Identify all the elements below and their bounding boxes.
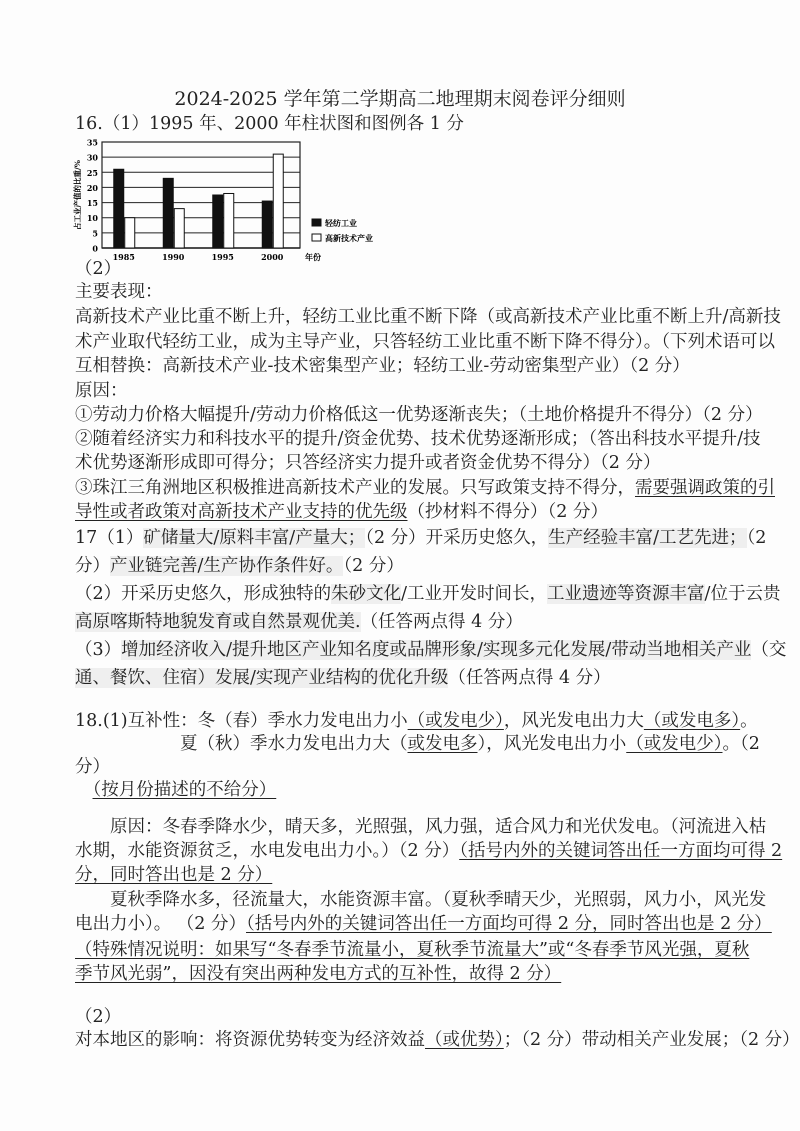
underlined-text: 分，同时答出也是 2 分） [75, 865, 273, 885]
text-line [75, 939, 749, 961]
text-segment: 术优势逐渐形成即可得分；只答经济实力提升或者资金优势不得分）（2 分） [75, 453, 661, 473]
text-line [75, 555, 404, 577]
bar-chart [70, 135, 400, 270]
x-tick-label: 1985 [112, 252, 135, 262]
x-tick-label: 1990 [162, 252, 185, 262]
y-tick-label: 10 [86, 213, 98, 224]
text-line [75, 889, 766, 911]
underlined-text: 或发电多 [407, 734, 478, 754]
text-segment: （任答两点得 4 分） [448, 668, 611, 688]
text-segment: /工业开发时间长， [401, 584, 548, 604]
x-axis-label: 年份 [305, 252, 321, 262]
text-segment: 主要表现： [75, 282, 163, 302]
text-segment: 原因：冬春季降水少，晴天多，光照强，风力强，适合风力和光伏发电。（河流进入枯 [75, 817, 767, 837]
text-segment: ），风光发电出力小 [477, 734, 627, 754]
text-segment: （2）开采历史悠久，形成独特的 [75, 584, 332, 604]
text-line [75, 1006, 121, 1028]
highlighted-text: 朱砂文化 [331, 584, 402, 604]
bar-light-textile [114, 169, 124, 248]
text-segment: （抄材料不得分）（2 分） [407, 502, 608, 522]
text-segment: ③珠江三角洲地区积极推进高新技术产业的发展。只写政策支持不得分， [75, 478, 635, 498]
y-tick-label: 30 [86, 152, 98, 163]
underlined-text: （按月份描述的不给分） [92, 780, 277, 800]
legend-swatch [312, 234, 321, 241]
text-segment: 电出力小）。 （2 分） [75, 914, 247, 934]
text-segment: 分） [75, 556, 110, 576]
highlighted-text: 矿储量大/原料丰富/产量大； [143, 528, 366, 548]
y-axis-label: 占工业产值的比重/% [73, 160, 82, 230]
text-segment: （2 [746, 528, 767, 548]
text-line [75, 404, 763, 426]
text-line [75, 281, 163, 303]
text-line [75, 501, 608, 523]
text-line [75, 816, 766, 838]
text-segment: 17（1） [75, 528, 144, 548]
text-segment: （2 分） [343, 556, 404, 576]
text-line [75, 611, 523, 633]
text-segment: 原因： [75, 381, 128, 401]
text-segment: 18.(1)互补性：冬（春）季水力发电出力小 [75, 711, 408, 731]
text-segment: 。 [740, 711, 758, 731]
text-segment: （2 分）开采历史悠久， [365, 528, 549, 548]
document-title: 2024-2025 学年第二学期高二地理期末阅卷评分细则 [174, 88, 626, 110]
text-segment: ，风光发电出力大 [503, 711, 644, 731]
bar-high-tech [125, 218, 135, 248]
y-tick-label: 15 [86, 198, 98, 209]
text-line [75, 733, 760, 755]
text-line [75, 527, 766, 549]
text-segment [75, 780, 93, 800]
underlined-text: 导性或者政策对高新技术产业支持的优先级 [75, 502, 408, 522]
bar-high-tech [174, 209, 184, 248]
y-tick-label: 35 [86, 137, 98, 148]
text-segment: 夏（秋）季水力发电出力大（ [75, 734, 408, 754]
y-tick-label: 5 [92, 228, 98, 239]
underlined-text: 季节风光弱”，因没有突出两种发电方式的互补性，故得 2 分） [75, 964, 562, 984]
text-line [75, 355, 690, 377]
text-line [75, 428, 761, 450]
highlighted-text: 产业链完善/生产协作条件好。 [110, 556, 344, 576]
bar-light-textile [262, 201, 272, 248]
bar-high-tech [273, 154, 283, 248]
bar-high-tech [224, 193, 234, 248]
bar-light-textile [163, 178, 173, 248]
underlined-text: （特殊情况说明：如果写“冬春季节流量小，夏秋季节流量大”或“冬春季节风光强，夏秋 [75, 940, 750, 960]
text-segment: 术产业取代轻纺工业，成为主导产业，只答轻纺工业比重不断下降不得分）。（下列术语可以 [75, 332, 775, 352]
highlighted-text: 通、餐饮、住宿）发展/实现产业结构的优化升级 [75, 668, 449, 688]
underlined-text: （或发电少） [407, 711, 504, 731]
text-segment: 夏秋季降水多，径流量大，水能资源丰富。（夏秋季晴天少，光照弱，风力小，风光发 [75, 890, 767, 910]
text-segment: ①劳动力价格大幅提升/劳动力价格低这一优势逐渐丧失；（土地价格提升不得分）（2 分） [75, 405, 763, 425]
text-line [75, 639, 786, 661]
text-line [75, 331, 775, 353]
text-segment: 分） [75, 757, 110, 777]
text-line [75, 667, 611, 689]
text-line [75, 113, 464, 135]
bar-light-textile [213, 195, 223, 248]
text-segment: （任答两点得 4 分） [360, 612, 523, 632]
legend-swatch [312, 219, 321, 226]
text-segment: （3） [75, 640, 122, 660]
highlighted-text: 高原喀斯特地貌发育或自然景观优美. [75, 612, 361, 632]
text-line [75, 779, 276, 801]
text-line [75, 452, 660, 474]
text-line [75, 1029, 800, 1051]
underlined-text: （或发电少） [626, 734, 723, 754]
legend-label: 轻纺工业 [325, 218, 357, 228]
y-tick-label: 0 [92, 243, 98, 254]
text-segment: （2） [75, 1007, 122, 1027]
text-line [75, 583, 780, 605]
text-line [75, 258, 121, 280]
text-segment: 互相替换：高新技术产业-技术密集型产业；轻纺工业-劳动密集型产业）（2 分） [75, 356, 690, 376]
text-segment: （2） [75, 259, 122, 279]
x-tick-label: 2000 [261, 252, 284, 262]
text-line [75, 756, 110, 778]
text-line [75, 710, 758, 732]
text-line [75, 380, 128, 402]
underlined-text: （括号内外的关键词答出任一方面均可得 2 分，同时答出也是 2 分） [246, 914, 772, 934]
text-segment: 高新技术产业比重不断上升，轻纺工业比重不断下降（或高新技术产业比重不断上升/高新技 [75, 307, 781, 327]
underlined-text: （括号内外的关键词答出任一方面均可得 2 [459, 841, 783, 861]
underlined-text: 需要强调政策的引 [635, 478, 775, 498]
text-line [75, 963, 561, 985]
highlighted-text: 工业遗迹等资源丰富 [547, 584, 705, 604]
text-segment: 16.（1）1995 年、2000 年柱状图和图例各 1 分 [75, 114, 464, 134]
underlined-text: （或优势） [425, 1030, 504, 1050]
text-segment: 水期，水能资源贫乏，水电发电出力小。）（2 分） [75, 841, 460, 861]
text-segment: （交 [751, 640, 787, 660]
highlighted-text: 生产经验丰富/工艺先进； [548, 528, 747, 548]
underlined-text: （或发电多） [643, 711, 741, 731]
highlighted-text: 增加经济收入/提升地区产业知名度或品牌形象/实现多元化发展/带动当地相关产业 [121, 640, 752, 660]
text-segment: ②随着经济实力和科技水平的提升/资金优势、技术优势逐渐形成；（答出科技水平提升/技 [75, 429, 761, 449]
text-line [75, 477, 775, 499]
legend-label: 高新技术产业 [325, 233, 373, 243]
text-segment: ；（2 分）带动相关产业发展；（2 分） [503, 1030, 800, 1050]
y-tick-label: 20 [86, 182, 98, 193]
x-tick-label: 1995 [211, 252, 234, 262]
text-line [75, 840, 782, 862]
y-tick-label: 25 [86, 167, 98, 178]
text-segment: /位于云贵 [704, 584, 781, 604]
text-line [75, 306, 781, 328]
text-segment: 对本地区的影响：将资源优势转变为经济效益 [75, 1030, 425, 1050]
text-segment: 。（2 [722, 734, 760, 754]
text-line [75, 913, 772, 935]
text-line [75, 864, 272, 886]
